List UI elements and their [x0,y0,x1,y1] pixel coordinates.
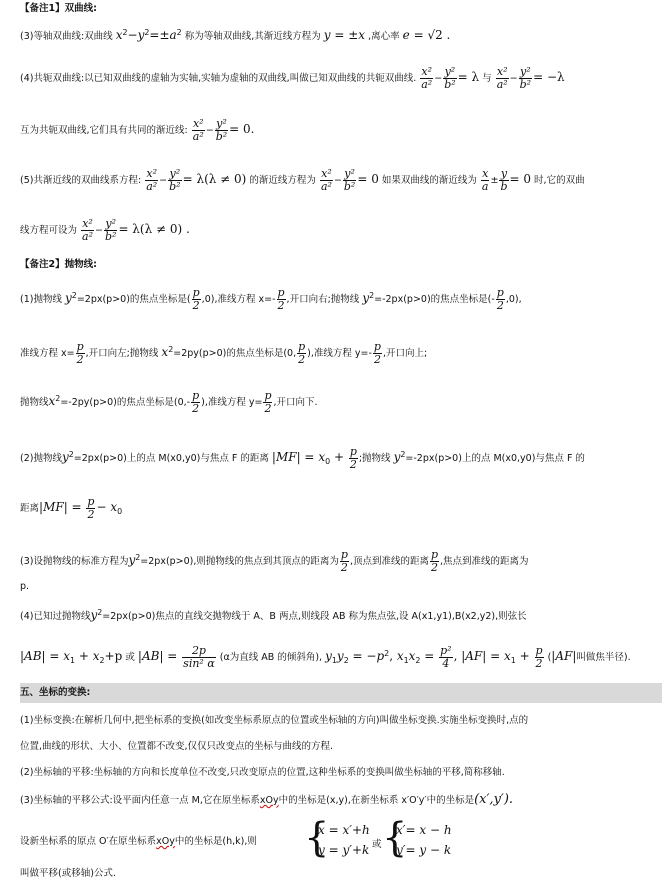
note2-line8: (4)已知过抛物线$y^2=2px(p>0)$焦点的直线交抛物线于 A、B 两点,则线段 AB 称为焦点弦,设 A(x1,y1),B(x2,y2),则弦长 [20,608,527,623]
translation-system-1: x = x′+h y = y′+k [318,823,370,857]
section-heading-bar [20,683,662,703]
sec5-p1: (1)坐标变换:在解析几何中,把坐标系的变换(如改变坐标系原点的位置或坐标轴的方向)叫做坐标变换.实施坐标变换时,点的 [20,715,529,726]
note2-line2: 准线方程 x= $\frac{p}{2}$ ,开口向左;抛物线 $x^2=2py(p>0)$的焦点坐标是(0, $\frac{p}{2}$ ),准线方程 y=- $\frac{p}{2}$ ,开口向上; [20,340,428,366]
note2-line1: (1)抛物线 $y^2=2px(p>0)$的焦点坐标是( $\frac{p}{2}$ ,0),准线方程 x=- $\frac{p}{2}$ ,开口向右;抛物线 $y^2=-2px(p>0)$的焦点坐标是(- $\frac{p}{2}$ ,0), [20,286,522,312]
note1-line4: (4)共轭双曲线:以已知双曲线的虚轴为实轴,实轴为虚轴的双曲线,叫做已知双曲线的共轭双曲线. $\frac{\text{x²}}{\text{a²}}$ − $\frac{\text{y²}}{\text{b²}}$ = λ 与 $\frac{\text{x²}}{\text{a²}}$ − $\frac{\text{y²}}{\text{b²}}$ = −λ [20,65,565,91]
note2-line3: 抛物线$x^2=-2py(p>0)$的焦点坐标是(0,- $\frac{p}{2}$ ),准线方程 y= $\frac{p}{2}$ ,开口向下. [20,389,318,415]
note1-line5: (5)共渐近线的双曲线系方程: $\frac{\text{x²}}{\text{a²}}$ − $\frac{\text{y²}}{\text{b²}}$ = λ(λ ≠ 0) 的渐近线方程为 $\frac{\text{x²}}{\text{a²}}$ − $\frac{\text{y²}}{\text{b²}}$ = 0 如果双曲线的渐近线为 $\frac{x}{a}$ ± $\frac{y}{b}$ = 0 时,它的双曲 [20,167,585,193]
sec5-p4: 设新坐标系的原点 O′在原坐标系xOy中的坐标是(h,k),则 [20,836,257,847]
sec5-p1b: 位置,曲线的形状、大小、位置都不改变,仅仅只改变点的坐标与曲线的方程. [20,741,334,752]
sec5-p2: (2)坐标轴的平移:坐标轴的方向和长度单位不改变,只改变原点的位置,这种坐标系的变换叫做坐标轴的平移,简称移轴. [20,767,505,778]
note2-line7: p. [20,581,30,592]
note2-heading: 【备注2】抛物线: [20,259,97,270]
note2-line9: $|AB| = x_1 + x_2+p$ 或 |AB| = $\frac{2p}{\text{sin² α}}$ (α为直线 AB 的倾斜角), $y_1y_2 = -p^2$, $x_1x_2$ = $\frac{\text{p²}}{4}$ , $|AF| = x_1$ + $\frac{p}{2}$ (|AF|叫做焦半径). [20,644,631,670]
sec5-p5: 叫做平移(或移轴)公式. [20,868,116,879]
note1-heading: 【备注1】双曲线: [20,3,97,14]
sec5-heading: 五、坐标的变换: [20,687,91,698]
sec5-p3: (3)坐标轴的平移公式:设平面内任意一点 M,它在原坐标系xOy中的坐标是(x,y),在新坐标系 x′O′y′中的坐标是(x′,y′). [20,792,514,807]
left-brace-1: { [304,815,330,861]
note1-line3: (3)等轴双曲线:双曲线 $x^2-y^2=\pm a^2$ 称为等轴双曲线,其渐近线方程为 y = ±x ,离心率 e = √2 . [20,28,451,43]
note2-line5: 距离|MF| = $\frac{p}{2}$ − $x_0$ [20,495,123,521]
or-text: 或 [372,839,382,850]
translation-system-2: x′= x − h y′= y − k [396,823,452,857]
left-brace-2: { [382,815,408,861]
note1-line4b: 互为共轭双曲线,它们具有共同的渐近线: $\frac{\text{x²}}{\text{a²}}$ − $\frac{\text{y²}}{\text{b²}}$ = 0. [20,117,255,143]
note1-line5b: 线方程可设为 $\frac{\text{x²}}{\text{a²}}$ − $\frac{\text{y²}}{\text{b²}}$ = λ(λ ≠ 0) . [20,217,190,243]
note2-line6: (3)设抛物线的标准方程为$y^2=2px(p>0)$,则抛物线的焦点到其顶点的距离为 $\frac{p}{2}$ ,顶点到准线的距离 $\frac{p}{2}$ ,焦点到准线的距离为 [20,548,529,574]
note2-line4: (2)抛物线$y^2=2px(p>0)$上的点 M(x0,y0)与焦点 F 的距离 $|MF| = x_0$ + $\frac{p}{2}$ ;抛物线 $y^2=-2px(p>0)$上的点 M(x0,y0)与焦点 F 的 [20,445,585,471]
